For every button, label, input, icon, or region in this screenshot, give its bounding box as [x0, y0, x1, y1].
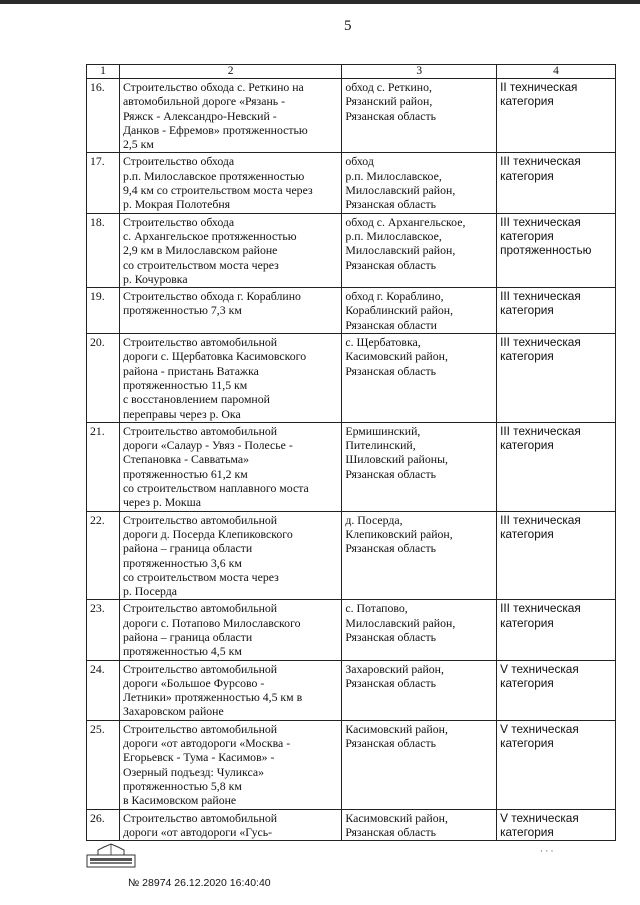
object-location: Захаровский район, Рязанская область [345, 661, 444, 690]
road-category: III техническая категория [500, 154, 581, 183]
table-row [87, 79, 616, 153]
column-header-1: 1 [87, 65, 120, 79]
road-category-cell [497, 334, 616, 423]
scan-marks: · · · [540, 846, 554, 856]
road-category: III техническая категория [500, 289, 581, 318]
object-name-cell [119, 422, 341, 511]
object-location-cell [342, 511, 497, 600]
table-row [87, 422, 616, 511]
object-location-cell [342, 213, 497, 287]
row-number-cell [87, 422, 120, 511]
road-category-cell [497, 153, 616, 213]
object-name: Строительство автомобильной дороги с. Щербатовка Касимовского района - пристань Ватажка протяженностью 11,5 км с восстановлением паромной переправы через р. Ока [122, 335, 307, 421]
object-name: Строительство обхода р.п. Милославское протяженностью 9,4 км со строительством моста через р. Мокрая Полотебня [122, 154, 313, 212]
object-name-cell [119, 79, 341, 153]
column-header-2: 2 [119, 65, 341, 79]
object-name: Строительство автомобильной дороги д. Посерда Клепиковского района – граница области протяженностью 3,6 км со строительством моста через р. Посерда [122, 512, 293, 599]
object-location-cell [342, 288, 497, 334]
row-number-cell [87, 153, 120, 213]
row-number-cell [87, 79, 120, 153]
object-name-cell [119, 809, 341, 841]
column-header-4: 4 [497, 65, 616, 79]
road-category: V техническая категория [500, 721, 579, 751]
table-row [87, 511, 616, 600]
road-category: II техническая категория [500, 80, 578, 109]
object-location: обход г. Кораблино, Кораблинский район, Рязанская области [345, 289, 454, 332]
scan-top-edge [0, 0, 640, 4]
road-category: III техническая категория [500, 601, 581, 630]
row-number: 20. [90, 335, 105, 350]
seal-icon [86, 843, 136, 869]
row-number-cell [87, 809, 120, 841]
object-location: Касимовский район, Рязанская область [345, 810, 448, 839]
object-name-cell [119, 288, 341, 334]
row-number: 21. [90, 423, 105, 438]
road-category: V техническая категория [500, 810, 579, 839]
road-category: III техническая категория [500, 335, 581, 364]
registration-stamp: № 28974 26.12.2020 16:40:40 [128, 877, 271, 889]
object-location-cell [342, 720, 497, 809]
objects-table [86, 64, 616, 841]
row-number: 25. [90, 721, 105, 736]
row-number: 26. [90, 810, 105, 825]
row-number-cell [87, 660, 120, 720]
road-category-cell [497, 79, 616, 153]
object-name-cell [119, 511, 341, 600]
object-name: Строительство автомобильной дороги «от автодороги «Гусь- [122, 810, 278, 839]
row-number: 19. [90, 289, 105, 304]
road-category-cell [497, 600, 616, 660]
row-number-cell [87, 334, 120, 423]
table-row [87, 288, 616, 334]
row-number: 24. [90, 661, 105, 676]
object-location-cell [342, 809, 497, 841]
object-location-cell [342, 422, 497, 511]
object-location: д. Посерда, Клепиковский район, Рязанская область [345, 512, 453, 556]
object-name-cell [119, 213, 341, 287]
object-name: Строительство автомобильной дороги «Салаур - Увяз - Полесье - Степановка - Савватьма» протяженностью 61,2 км со строительством наплавного моста через р. Мокша [122, 423, 309, 510]
object-name: Строительство автомобильной дороги «Большое Фурсово - Летники» протяженностью 4,5 км в Захаровском районе [122, 661, 303, 719]
row-number: 18. [90, 214, 105, 229]
table-row [87, 660, 616, 720]
road-category: III техническая категория [500, 423, 581, 453]
road-category: III техническая категория [500, 512, 581, 541]
object-name-cell [119, 334, 341, 423]
table-row [87, 213, 616, 287]
object-location: обход с. Реткино, Рязанский район, Рязанская область [345, 80, 437, 123]
object-name: Строительство автомобильной дороги «от автодороги «Москва - Егорьевск - Тума - Касимов» - Озерный подъезд: Чуликса» протяженностью 5,8 км в Касимовском районе [122, 721, 291, 808]
table-row [87, 334, 616, 423]
row-number: 23. [90, 601, 105, 616]
object-name-cell [119, 660, 341, 720]
object-name-cell [119, 720, 341, 809]
object-location-cell [342, 600, 497, 660]
table-row [87, 600, 616, 660]
row-number-cell [87, 213, 120, 287]
object-name: Строительство обхода с. Архангельское протяженностью 2,9 км в Милославском районе со строительством моста через р. Кочуровка [122, 214, 297, 286]
object-location: обход с. Архангельское, р.п. Милославское, Милославский район, Рязанская область [345, 214, 466, 272]
object-location-cell [342, 660, 497, 720]
row-number-cell [87, 511, 120, 600]
road-category-cell [497, 213, 616, 287]
object-name: Строительство автомобильной дороги с. Потапово Милославского района – граница области протяженностью 4,5 км [122, 601, 301, 659]
object-location-cell [342, 153, 497, 213]
object-location-cell [342, 79, 497, 153]
object-location-cell [342, 334, 497, 423]
road-category-cell [497, 720, 616, 809]
object-location: обход р.п. Милославское, Милославский район, Рязанская область [345, 154, 456, 212]
table-row [87, 720, 616, 809]
object-name-cell [119, 600, 341, 660]
column-header-3: 3 [342, 65, 497, 79]
road-category-cell [497, 660, 616, 720]
row-number-cell [87, 288, 120, 334]
object-location: с. Щербатовка, Касимовский район, Рязанская область [345, 335, 448, 378]
row-number: 16. [90, 80, 105, 94]
road-category-cell [497, 809, 616, 841]
page-number: 5 [344, 18, 352, 34]
row-number-cell [87, 600, 120, 660]
object-location: Ермишинский, Пителинский, Шиловский районы, Рязанская область [345, 423, 448, 481]
road-category: III техническая категория протяженностью [500, 214, 592, 258]
table-row [87, 153, 616, 213]
road-category-cell [497, 422, 616, 511]
object-name-cell [119, 153, 341, 213]
table-row [87, 809, 616, 841]
object-name: Строительство обхода с. Реткино на автомобильной дороге «Рязань - Ряжск - Александро-Невский - Данков - Ефремов» протяженностью 2,5 км [122, 80, 308, 152]
road-category-cell [497, 511, 616, 600]
object-location: с. Потапово, Милославский район, Рязанская область [345, 601, 456, 644]
object-location: Касимовский район, Рязанская область [345, 721, 448, 751]
row-number-cell [87, 720, 120, 809]
road-category-cell [497, 288, 616, 334]
row-number: 22. [90, 512, 105, 527]
row-number: 17. [90, 154, 105, 169]
road-category: V техническая категория [500, 661, 579, 690]
table-header-row [87, 65, 616, 79]
object-name: Строительство обхода г. Кораблино протяженностью 7,3 км [122, 289, 301, 318]
